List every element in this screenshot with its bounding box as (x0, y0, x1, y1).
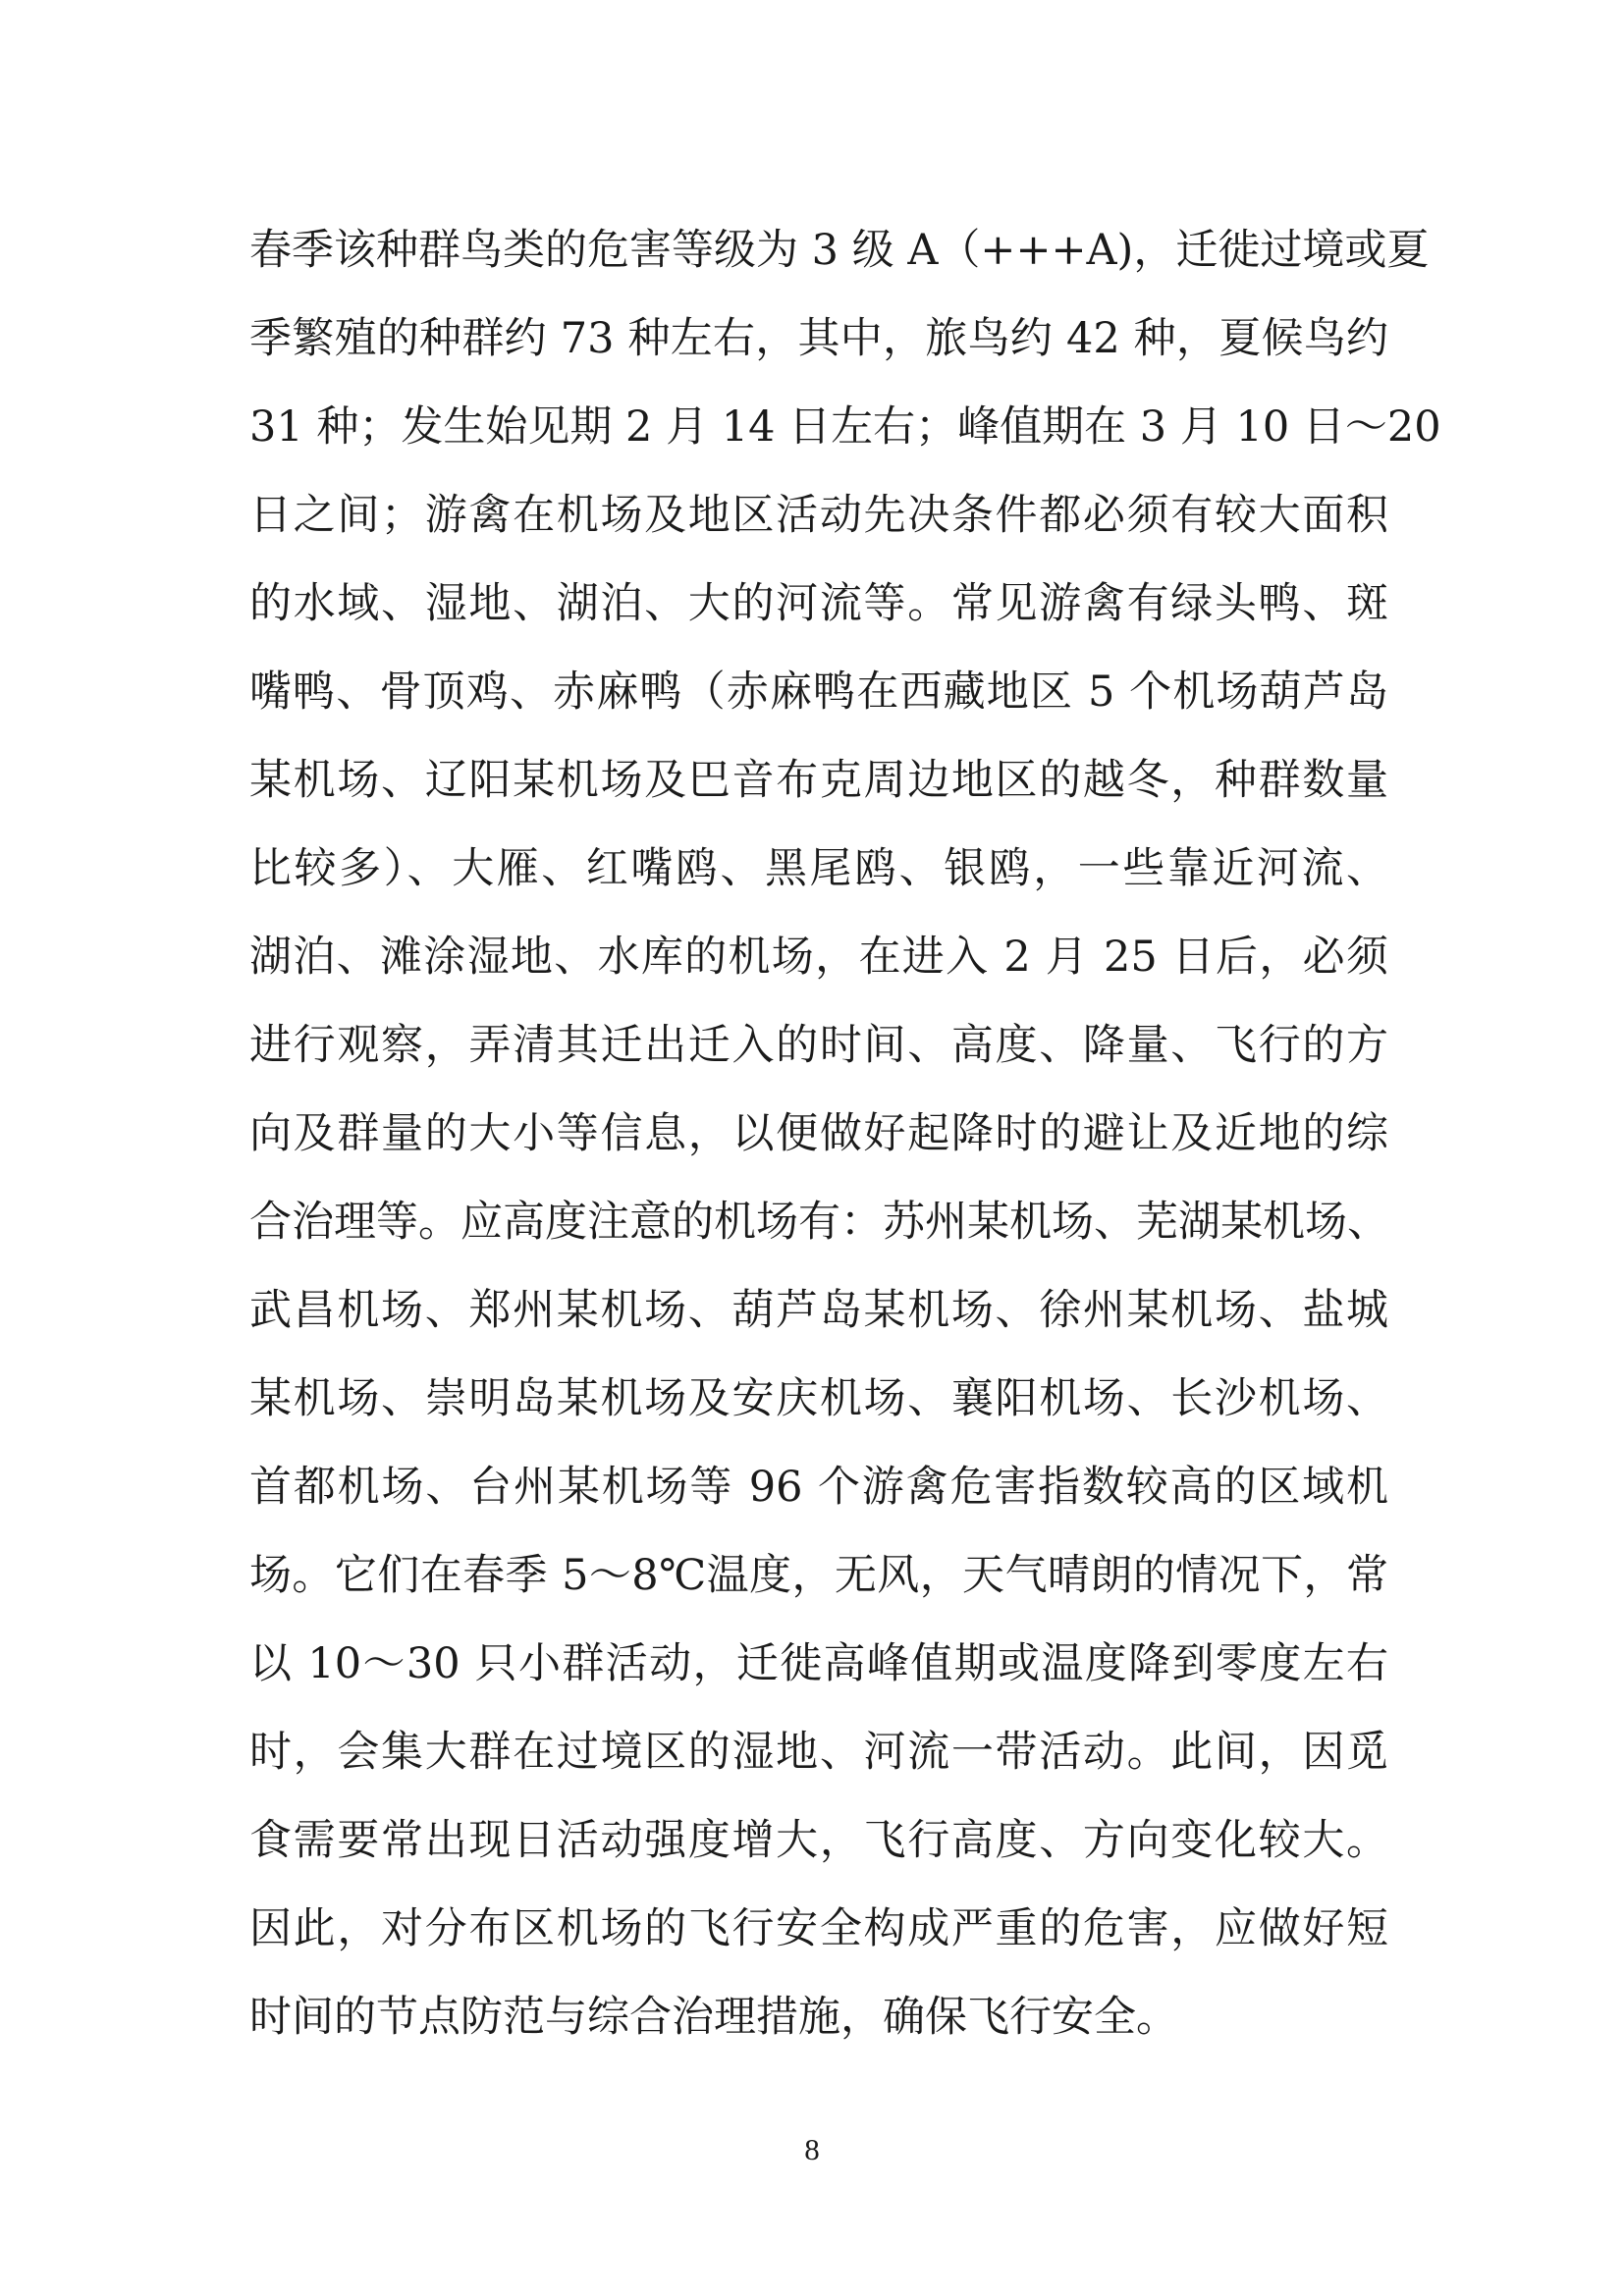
body-paragraph (249, 206, 1441, 2061)
text-line: 武昌机场、郑州某机场、葫芦岛某机场、徐州某机场、盐城 (249, 1286, 1388, 1335)
page-number: 8 (804, 2132, 820, 2166)
text-line: 的水域、湿地、湖泊、大的河流等。常见游禽有绿头鸭、斑 (249, 579, 1388, 628)
text-line: 因此，对分布区机场的飞行安全构成严重的危害，应做好短 (249, 1904, 1388, 1953)
text-line: 合治理等。应高度注意的机场有：苏州某机场、芜湖某机场、 (249, 1198, 1389, 1247)
text-line: 春季该种群鸟类的危害等级为 3 级 A（+++A)，迁徙过境或夏 (249, 226, 1430, 275)
text-line: 以 10～30 只小群活动，迁徙高峰值期或温度降到零度左右 (249, 1639, 1388, 1688)
text-line: 进行观察，弄清其迁出迁入的时间、高度、降量、飞行的方 (249, 1021, 1388, 1070)
text-line: 某机场、崇明岛某机场及安庆机场、襄阳机场、长沙机场、 (249, 1374, 1388, 1423)
text-line: 31 种；发生始见期 2 月 14 日左右；峰值期在 3 月 10 日～20 (249, 402, 1441, 452)
text-line: 比较多）、大雁、红嘴鸥、黑尾鸥、银鸥，一些靠近河流、 (249, 844, 1388, 893)
text-line: 时间的节点防范与综合治理措施，确保飞行安全。 (249, 1993, 1178, 2042)
text-line: 食需要常出现日活动强度增大，飞行高度、方向变化较大。 (249, 1816, 1388, 1865)
text-line: 时，会集大群在过境区的湿地、河流一带活动。此间，因觅 (249, 1728, 1388, 1777)
text-line: 首都机场、台州某机场等 96 个游禽危害指数较高的区域机 (249, 1463, 1388, 1512)
text-line: 季繁殖的种群约 73 种左右，其中，旅鸟约 42 种，夏候鸟约 (249, 314, 1388, 363)
text-line: 湖泊、滩涂湿地、水库的机场，在进入 2 月 25 日后，必须 (249, 933, 1388, 982)
text-line: 日之间；游禽在机场及地区活动先决条件都必须有较大面积 (249, 491, 1388, 540)
text-line: 某机场、辽阳某机场及巴音布克周边地区的越冬，种群数量 (249, 756, 1388, 805)
text-line: 场。它们在春季 5～8℃温度，无风，天气晴朗的情况下，常 (249, 1551, 1388, 1600)
text-line: 嘴鸭、骨顶鸡、赤麻鸭（赤麻鸭在西藏地区 5 个机场葫芦岛 (249, 667, 1388, 717)
text-line: 向及群量的大小等信息，以便做好起降时的避让及近地的综 (249, 1109, 1388, 1158)
